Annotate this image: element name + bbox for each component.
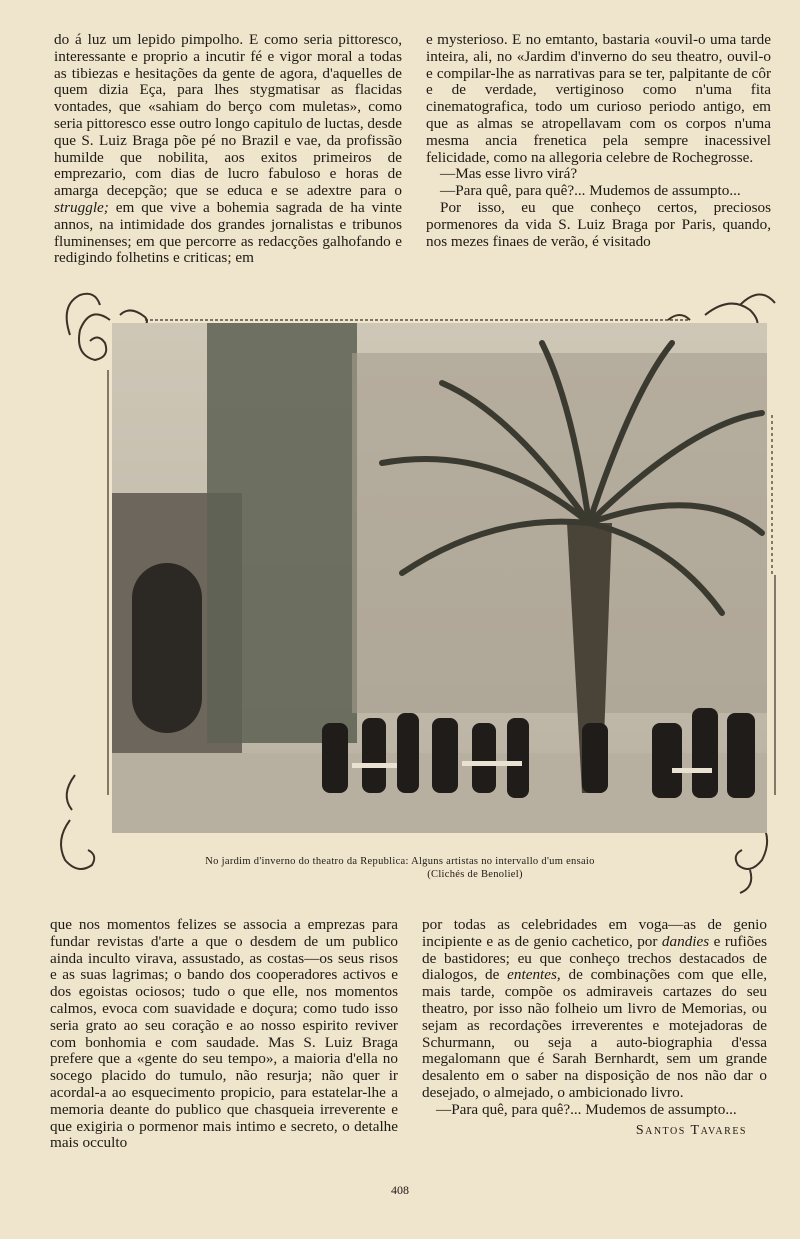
ivy-wall [207,323,357,743]
top-left-paragraph: do á luz um lepido pimpolho. E como seria pittoresco, interessante e proprio a incutir fé e vigor moral a todas as tibiezas e hesitações da gente de agora, d'aquelles de quem dizia Eça, para lhes stygmatisar as flacidas vontades, que «sahiam do berço com muletas», como seria pittoresco esse outro longo capitulo de luctas, desde que S. Luiz Braga põe pé no Brazil e vae, da profissão humilde que nobilita, aos exitos primeiros de emprezario, com dias de lucro fabuloso e horas de amarga decepção; que se educa e se adextre para o struggle; em que vive a bohemia sagrada de ha vinte annos, na intimidade dos grandes jornalistas e tribunos fluminenses; em que percorre as redacções galhofando e redigindo folhetins e criticas; em [54,31,402,267]
top-right-paragraph-3: —Para quê, para quê?... Mudemos de assumpto... [440,182,741,200]
bottom-right-paragraph-2: —Para quê, para quê?... Mudemos de assumpto... [436,1100,737,1118]
top-right-column [426,32,771,250]
caption-line: No jardim d'inverno do theatro da Republica: Alguns artistas no intervallo d'um ensaio [205,856,595,867]
arched-window [132,563,202,733]
illustration-figure [50,275,780,895]
figure-caption [0,856,800,881]
top-right-paragraph-1: e mysterioso. E no emtanto, bastaria «ouvil-o uma tarde inteira, ali, no «Jardim d'inverno do seu theatro, ouvil-o e compilar-lhe as narrativas para se ter, palpitante de côr e de verdade, vertiginoso como n'uma fita cinematografica, todo um curioso periodo antigo, em que as almas se atropellavam com os corpos n'uma mesma ancia frenetica pela sempre inacessivel felicidade, como na allegoria celebre de Rochegrosse. [426,31,771,166]
top-right-paragraph-4: Por isso, eu que conheço certos, preciosos pormenores da vida S. Luiz Braga por Paris, quando, nos mezes finaes de verão, é visitado [426,198,771,250]
top-right-paragraph-2: —Mas esse livro virá? [440,165,578,183]
bottom-right-column [422,917,767,1139]
bottom-right-paragraph-1: por todas as celebridades em voga—as de genio incipiente e as de genio cachetico, por dandies e rufiões de bastidores; eu que conheço trechos destacados de dialogos, de ententes, de combinações com que elle, mais tarde, compõe os admiraveis cartazes do seu theatro, por isso não folheio um livro de Memorias, ou sejam as recordações irreverentes e motejadoras de Schurmann, ou seja a auto-biographia d'essa megalomann que é Sarah Bernhardt, sem um grande desalento em o saber na disposição de nos não dar o desejado, o almejado, o ambicionado livro. [422,916,767,1101]
bottom-left-paragraph: que nos momentos felizes se associa a emprezas para fundar revistas d'arte a que o desdem de um publico ainda inculto virava, assustado, as costas—os seus risos e as suas lagrimas; o bando dos cooperadores activos e dos egoistas ociosos; tudo o que elle, nos momentos calmos, evoca com suavidade e doçura; como tudo isso seria grato ao seu coração e ao nosso espirito reviver com bonhomia e com saudade. Mas S. Luiz Braga prefere que a «gente do seu tempo», a maioria d'ella no socego placido do tumulo, não resurja; não quer ir acordal-a ao esquecimento propicio, para estatelar-lhe a memoria deante do publico que chasqueia irreverente e que exigiria o pormenor mais intimo e secreto, o detalhe mais occulto [50,916,398,1152]
bottom-left-column [50,917,398,1152]
garden-photograph [112,323,767,833]
photo-credit: (Clichés de Benoliel) [427,868,523,880]
author-signature: Santos Tavares [635,1122,747,1138]
page-number: 408 [391,1183,409,1197]
top-left-column [54,32,402,267]
